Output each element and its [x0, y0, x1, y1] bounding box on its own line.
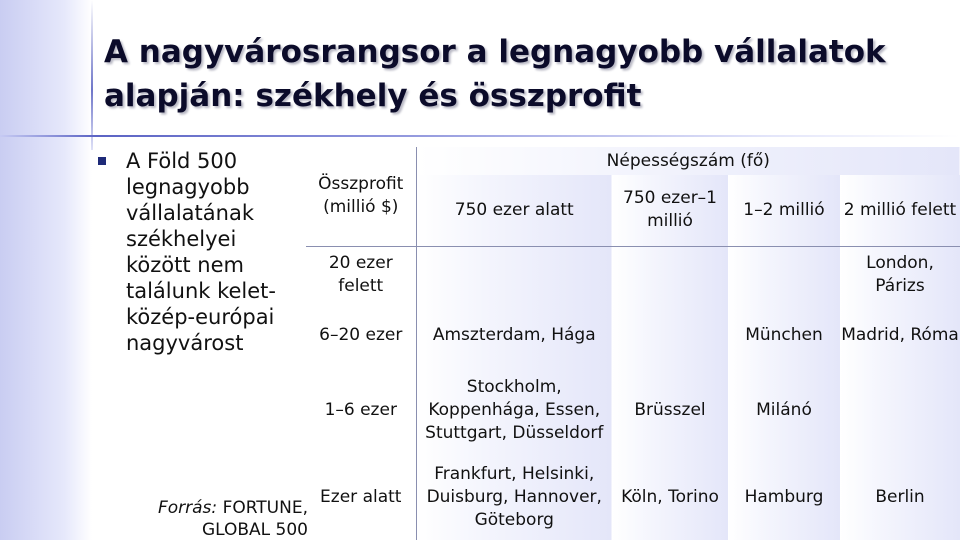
- cell-text: Berlin: [875, 486, 925, 507]
- profit-header: Összprofit (millió $): [318, 174, 404, 218]
- bullet-square-icon: [98, 157, 106, 165]
- cell-text: Brüsszel: [634, 399, 706, 420]
- cell-text: Köln, Torino: [621, 486, 719, 507]
- left-decorative-band: [0, 0, 92, 540]
- table-row: [306, 366, 960, 454]
- row-label: [306, 304, 416, 366]
- table-cell: [416, 454, 612, 540]
- source-label: Forrás:: [157, 498, 218, 518]
- column-header-label: 750 ezer–1 millió: [623, 188, 717, 232]
- table-cell: [840, 304, 960, 366]
- cell-text: Frankfurt, Helsinki, Duisburg, Hannover, Göteborg: [426, 463, 602, 530]
- row-label: [306, 366, 416, 454]
- table-cell: [840, 454, 960, 540]
- column-header-label: 2 millió felett: [843, 199, 957, 220]
- population-header-cell: [416, 147, 960, 175]
- row-label-text: 1–6 ezer: [324, 399, 397, 420]
- cell-text: Stockholm, Koppenhága, Essen, Stuttgart, Düsseldorf: [425, 376, 604, 443]
- table-cell: [612, 366, 728, 454]
- source-text: FORTUNE, GLOBAL 500: [201, 498, 308, 540]
- column-header: [416, 175, 612, 246]
- row-label: [306, 246, 416, 304]
- bullet-text: A Föld 500 legnagyobb vállalatának székhelyei között nem találunk kelet-közép-európai nagyvárost: [126, 149, 276, 355]
- column-header: [612, 175, 728, 246]
- slide-title: A nagyvárosrangsor a legnagyobb vállalatok alapján: székhely és összprofit: [104, 34, 886, 114]
- table-row: [306, 454, 960, 540]
- table-cell: [416, 304, 612, 366]
- headquarters-table: [306, 147, 960, 540]
- cell-text: München: [745, 324, 823, 345]
- table-cell: [840, 246, 960, 304]
- cell-text: London, Párizs: [866, 253, 934, 297]
- table-cell: [840, 366, 960, 454]
- table-cell: [728, 454, 840, 540]
- cell-text: Milánó: [756, 399, 812, 420]
- profit-header-cell: [306, 147, 416, 246]
- population-header: Népességszám (fő): [606, 150, 770, 171]
- title-underline-rule: [0, 135, 960, 137]
- source-note: [146, 497, 308, 541]
- row-label: [306, 454, 416, 540]
- table-cell: [728, 246, 840, 304]
- column-header-label: 1–2 millió: [743, 199, 825, 220]
- column-header: [840, 175, 960, 246]
- row-label-text: 20 ezer felett: [328, 253, 393, 297]
- table-cell: [416, 366, 612, 454]
- row-label-text: 6–20 ezer: [319, 324, 403, 345]
- table-cell: [612, 246, 728, 304]
- column-header: [728, 175, 840, 246]
- table-cell: [612, 304, 728, 366]
- title-vertical-rule: [91, 0, 93, 150]
- table-row: [306, 246, 960, 304]
- table-cell: [728, 366, 840, 454]
- table-cell: [612, 454, 728, 540]
- cell-text: Hamburg: [744, 486, 824, 507]
- cell-text: Amszterdam, Hága: [432, 324, 596, 345]
- table-cell: [416, 246, 612, 304]
- table-row: [306, 304, 960, 366]
- table-cell: [728, 304, 840, 366]
- cell-text: Madrid, Róma: [841, 324, 959, 345]
- row-label-text: Ezer alatt: [320, 486, 402, 507]
- column-header-label: 750 ezer alatt: [454, 199, 574, 220]
